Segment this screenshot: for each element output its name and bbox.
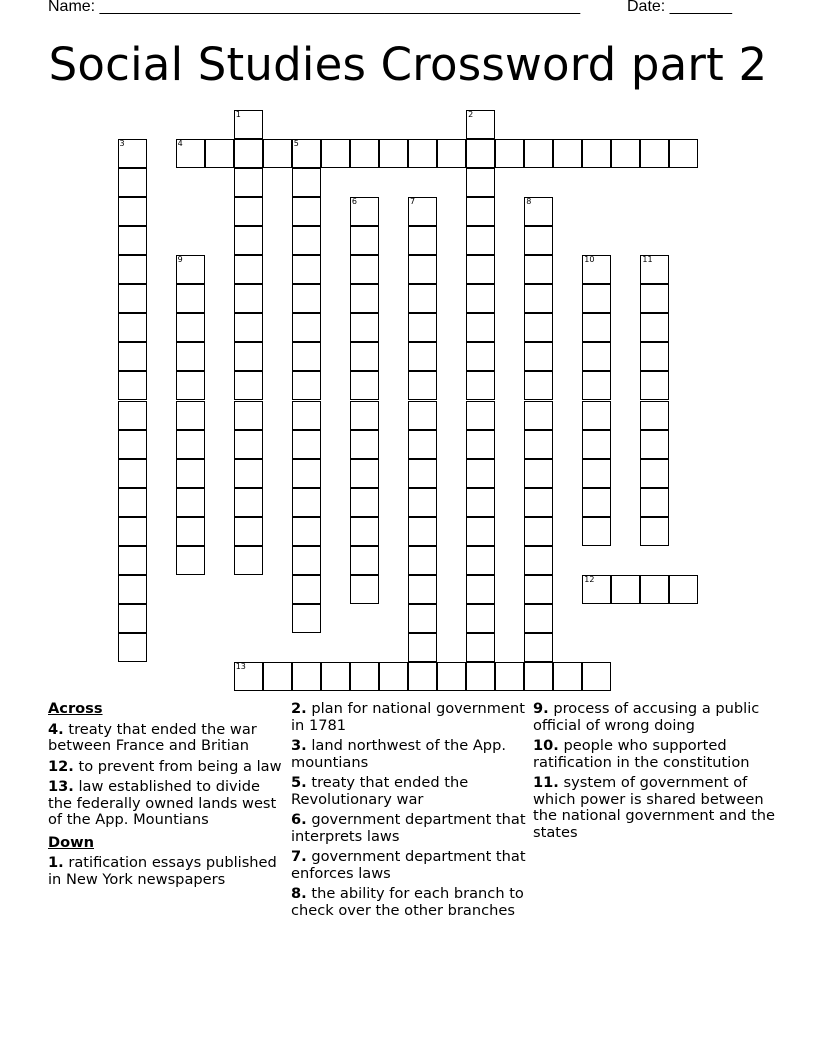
grid-cell[interactable] <box>118 313 147 342</box>
grid-cell[interactable] <box>466 546 495 575</box>
grid-cell[interactable] <box>408 401 437 430</box>
grid-cell[interactable] <box>640 284 669 313</box>
grid-cell[interactable] <box>466 575 495 604</box>
grid-cell[interactable] <box>524 546 553 575</box>
grid-cell[interactable] <box>669 139 698 168</box>
grid-cell[interactable] <box>234 197 263 226</box>
grid-cell[interactable] <box>350 575 379 604</box>
cell-number: 12 <box>584 574 595 584</box>
cell-number: 8 <box>526 197 532 207</box>
grid-cell[interactable] <box>466 197 495 226</box>
grid-cell[interactable] <box>582 371 611 400</box>
grid-cell[interactable] <box>234 313 263 342</box>
grid-cell[interactable] <box>205 139 234 168</box>
grid-cell[interactable] <box>234 226 263 255</box>
grid-cell[interactable] <box>176 255 205 284</box>
grid-cell[interactable] <box>292 197 321 226</box>
grid-cell[interactable] <box>466 168 495 197</box>
down-heading: Down <box>48 833 95 851</box>
grid-cell[interactable] <box>408 459 437 488</box>
grid-cell[interactable] <box>582 575 611 604</box>
clue-down-9: 9. process of accusing a public official of wrong doing <box>533 700 760 734</box>
grid-cell[interactable] <box>263 662 292 691</box>
cell-number: 9 <box>177 255 183 265</box>
grid-cell[interactable] <box>640 459 669 488</box>
grid-cell[interactable] <box>292 401 321 430</box>
grid-cell[interactable] <box>524 313 553 342</box>
grid-cell[interactable] <box>350 255 379 284</box>
grid-cell[interactable] <box>350 662 379 691</box>
grid-cell[interactable] <box>611 139 640 168</box>
cell-number: 6 <box>351 197 357 207</box>
grid-cell[interactable] <box>118 342 147 371</box>
grid-cell[interactable] <box>118 604 147 633</box>
grid-cell[interactable] <box>640 342 669 371</box>
grid-cell[interactable] <box>466 313 495 342</box>
grid-cell[interactable] <box>292 284 321 313</box>
grid-cell[interactable] <box>292 488 321 517</box>
grid-cell[interactable] <box>582 459 611 488</box>
grid-cell[interactable] <box>524 284 553 313</box>
grid-cell[interactable] <box>466 488 495 517</box>
name-field[interactable]: Name: ______________________________________________________ <box>48 0 581 15</box>
grid-cell[interactable] <box>582 662 611 691</box>
grid-cell[interactable] <box>466 284 495 313</box>
grid-cell[interactable] <box>350 284 379 313</box>
grid-cell[interactable] <box>582 139 611 168</box>
grid-cell[interactable] <box>350 313 379 342</box>
grid-cell[interactable] <box>437 139 466 168</box>
clues-column-3 <box>533 701 783 845</box>
grid-cell[interactable] <box>292 168 321 197</box>
grid-cell[interactable] <box>640 371 669 400</box>
grid-cell[interactable] <box>640 575 669 604</box>
grid-cell[interactable] <box>350 488 379 517</box>
grid-cell[interactable] <box>408 371 437 400</box>
grid-cell[interactable] <box>292 371 321 400</box>
grid-cell[interactable] <box>524 662 553 691</box>
grid-cell[interactable] <box>582 342 611 371</box>
grid-cell[interactable] <box>118 459 147 488</box>
grid-cell[interactable] <box>466 255 495 284</box>
grid-cell[interactable] <box>466 430 495 459</box>
grid-cell[interactable] <box>408 342 437 371</box>
grid-cell[interactable] <box>118 168 147 197</box>
clue-down-7: 7. government department that enforces laws <box>291 848 526 882</box>
grid-cell[interactable] <box>640 401 669 430</box>
grid-cell[interactable] <box>118 284 147 313</box>
clue-down-3: 3. land northwest of the App. mountians <box>291 737 506 771</box>
grid-cell[interactable] <box>176 488 205 517</box>
grid-cell[interactable] <box>524 517 553 546</box>
grid-cell[interactable] <box>408 197 437 226</box>
grid-cell[interactable] <box>524 401 553 430</box>
grid-cell[interactable] <box>524 197 553 226</box>
clues-column-2 <box>291 701 531 923</box>
grid-cell[interactable] <box>176 371 205 400</box>
grid-cell[interactable] <box>292 313 321 342</box>
grid-cell[interactable] <box>234 662 263 691</box>
grid-cell[interactable] <box>524 226 553 255</box>
grid-cell[interactable] <box>524 139 553 168</box>
cell-number: 5 <box>293 139 299 149</box>
grid-cell[interactable] <box>466 342 495 371</box>
grid-cell[interactable] <box>118 488 147 517</box>
grid-cell[interactable] <box>234 459 263 488</box>
grid-cell[interactable] <box>582 430 611 459</box>
clue-down-5: 5. treaty that ended the Revolutionary war <box>291 774 469 808</box>
grid-cell[interactable] <box>437 662 466 691</box>
grid-cell[interactable] <box>408 546 437 575</box>
grid-cell[interactable] <box>582 517 611 546</box>
grid-cell[interactable] <box>640 313 669 342</box>
cell-number: 13 <box>235 661 246 671</box>
grid-cell[interactable] <box>466 139 495 168</box>
cell-number: 3 <box>119 139 125 149</box>
cell-number: 2 <box>468 110 474 119</box>
cell-number: 7 <box>410 197 416 207</box>
grid-cell[interactable] <box>408 662 437 691</box>
grid-cell[interactable] <box>234 488 263 517</box>
grid-cell[interactable] <box>408 284 437 313</box>
grid-cell[interactable] <box>466 662 495 691</box>
grid-cell[interactable] <box>553 139 582 168</box>
grid-cell[interactable] <box>234 168 263 197</box>
grid-cell[interactable] <box>408 139 437 168</box>
page-title: Social Studies Crossword part 2 <box>48 38 768 91</box>
grid-cell[interactable] <box>408 488 437 517</box>
grid-cell[interactable] <box>408 313 437 342</box>
grid-cell[interactable] <box>582 401 611 430</box>
grid-cell[interactable] <box>640 488 669 517</box>
grid-cell[interactable] <box>176 284 205 313</box>
grid-cell[interactable] <box>292 575 321 604</box>
grid-cell[interactable] <box>118 371 147 400</box>
grid-cell[interactable] <box>350 517 379 546</box>
grid-cell[interactable] <box>350 401 379 430</box>
grid-cell[interactable] <box>350 430 379 459</box>
grid-cell[interactable] <box>408 255 437 284</box>
cell-number: 1 <box>235 110 241 119</box>
grid-cell[interactable] <box>234 110 263 139</box>
grid-cell[interactable] <box>234 139 263 168</box>
grid-cell[interactable] <box>350 459 379 488</box>
grid-cell[interactable] <box>176 517 205 546</box>
clue-down-1: 1. ratification essays published in New York newspapers <box>48 854 277 888</box>
grid-cell[interactable] <box>263 139 292 168</box>
grid-cell[interactable] <box>524 459 553 488</box>
grid-cell[interactable] <box>582 255 611 284</box>
clue-down-10: 10. people who supported ratification in the constitution <box>533 737 750 771</box>
grid-cell[interactable] <box>408 575 437 604</box>
cell-number: 11 <box>642 255 653 265</box>
grid-cell[interactable] <box>234 371 263 400</box>
grid-cell[interactable] <box>524 430 553 459</box>
clue-down-8: 8. the ability for each branch to check over the other branches <box>291 885 524 919</box>
grid-cell[interactable] <box>466 371 495 400</box>
cell-number: 4 <box>177 139 183 149</box>
grid-cell[interactable] <box>118 517 147 546</box>
grid-cell[interactable] <box>495 139 524 168</box>
grid-cell[interactable] <box>292 226 321 255</box>
grid-cell[interactable] <box>118 430 147 459</box>
grid-cell[interactable] <box>466 633 495 662</box>
grid-cell[interactable] <box>640 255 669 284</box>
grid-cell[interactable] <box>582 284 611 313</box>
grid-cell[interactable] <box>408 633 437 662</box>
grid-cell[interactable] <box>350 342 379 371</box>
grid-cell[interactable] <box>350 197 379 226</box>
clue-down-6: 6. government department that interprets laws <box>291 811 526 845</box>
grid-cell[interactable] <box>524 633 553 662</box>
grid-cell[interactable] <box>408 430 437 459</box>
clue-down-11: 11. system of government of which power is shared between the national government and the states <box>533 774 776 841</box>
grid-cell[interactable] <box>669 575 698 604</box>
grid-cell[interactable] <box>466 604 495 633</box>
grid-cell[interactable] <box>466 517 495 546</box>
grid-cell[interactable] <box>408 517 437 546</box>
grid-cell[interactable] <box>640 430 669 459</box>
grid-cell[interactable] <box>234 342 263 371</box>
grid-cell[interactable] <box>234 401 263 430</box>
grid-cell[interactable] <box>524 371 553 400</box>
grid-cell[interactable] <box>321 139 350 168</box>
grid-cell[interactable] <box>350 546 379 575</box>
grid-cell[interactable] <box>582 488 611 517</box>
cell-number: 10 <box>584 255 595 265</box>
grid-cell[interactable] <box>176 342 205 371</box>
grid-cell[interactable] <box>640 517 669 546</box>
grid-cell[interactable] <box>118 255 147 284</box>
grid-cell[interactable] <box>524 255 553 284</box>
grid-cell[interactable] <box>118 633 147 662</box>
grid-cell[interactable] <box>234 430 263 459</box>
grid-cell[interactable] <box>292 255 321 284</box>
grid-cell[interactable] <box>466 110 495 139</box>
grid-cell[interactable] <box>379 139 408 168</box>
grid-cell[interactable] <box>553 662 582 691</box>
grid-cell[interactable] <box>176 459 205 488</box>
grid-cell[interactable] <box>495 662 524 691</box>
grid-cell[interactable] <box>234 284 263 313</box>
grid-cell[interactable] <box>176 430 205 459</box>
grid-cell[interactable] <box>234 546 263 575</box>
grid-cell[interactable] <box>292 139 321 168</box>
grid-cell[interactable] <box>234 517 263 546</box>
grid-cell[interactable] <box>611 575 640 604</box>
clue-across-12: 12. to prevent from being a law <box>48 757 282 775</box>
grid-cell[interactable] <box>118 546 147 575</box>
grid-cell[interactable] <box>350 371 379 400</box>
grid-cell[interactable] <box>524 575 553 604</box>
grid-cell[interactable] <box>466 226 495 255</box>
clue-across-4: 4. treaty that ended the war between France and Britian <box>48 720 257 754</box>
grid-cell[interactable] <box>118 197 147 226</box>
grid-cell[interactable] <box>292 604 321 633</box>
grid-cell[interactable] <box>524 604 553 633</box>
grid-cell[interactable] <box>176 313 205 342</box>
grid-cell[interactable] <box>118 575 147 604</box>
grid-cell[interactable] <box>408 604 437 633</box>
date-field[interactable]: Date: _______ <box>627 0 732 15</box>
grid-cell[interactable] <box>176 139 205 168</box>
grid-cell[interactable] <box>292 459 321 488</box>
grid-cell[interactable] <box>408 226 437 255</box>
grid-cell[interactable] <box>524 488 553 517</box>
grid-cell[interactable] <box>466 459 495 488</box>
grid-cell[interactable] <box>292 517 321 546</box>
clue-down-2: 2. plan for national government in 1781 <box>291 700 525 734</box>
grid-cell[interactable] <box>466 401 495 430</box>
grid-cell[interactable] <box>350 139 379 168</box>
grid-cell[interactable] <box>292 342 321 371</box>
grid-cell[interactable] <box>640 139 669 168</box>
grid-cell[interactable] <box>350 226 379 255</box>
grid-cell[interactable] <box>234 255 263 284</box>
grid-cell[interactable] <box>292 546 321 575</box>
grid-cell[interactable] <box>321 662 350 691</box>
grid-cell[interactable] <box>524 342 553 371</box>
clue-across-13: 13. law established to divide the federally owned lands west of the App. Mountians <box>48 778 277 828</box>
grid-cell[interactable] <box>582 313 611 342</box>
grid-cell[interactable] <box>292 430 321 459</box>
grid-cell[interactable] <box>118 401 147 430</box>
grid-cell[interactable] <box>292 662 321 691</box>
across-heading: Across <box>48 700 103 717</box>
grid-cell[interactable] <box>118 226 147 255</box>
grid-cell[interactable] <box>379 662 408 691</box>
grid-cell[interactable] <box>176 401 205 430</box>
grid-cell[interactable] <box>176 546 205 575</box>
clues-column-1 <box>48 701 288 892</box>
grid-cell[interactable] <box>118 139 147 168</box>
